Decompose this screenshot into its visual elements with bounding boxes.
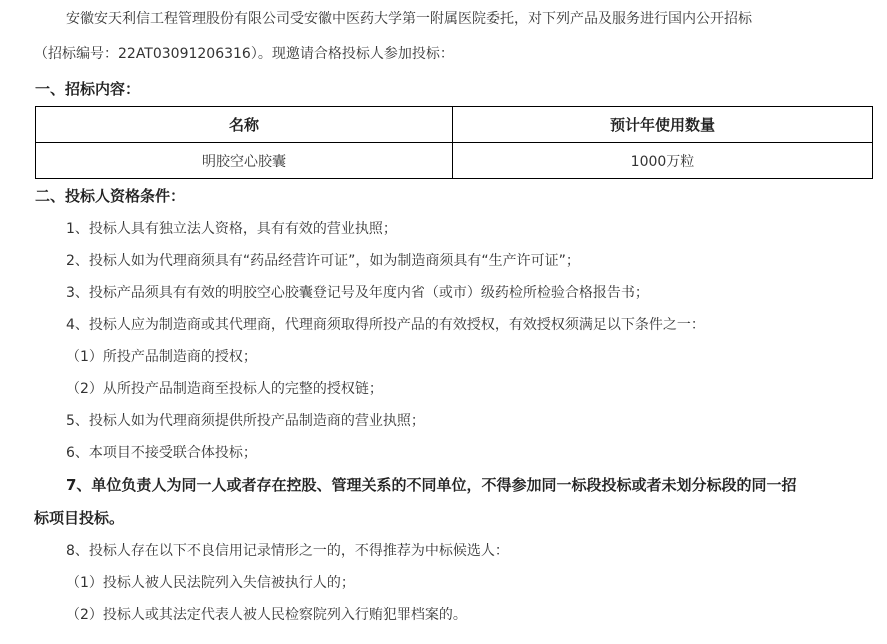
qualification-item-8-sub-2: （2）投标人或其法定代表人被人民检察院列入行贿犯罪档案的。 <box>66 607 467 623</box>
qualification-item-8: 8、投标人存在以下不良信用记录情形之一的，不得推荐为中标候选人： <box>66 543 509 559</box>
qualification-item-7-line-2: 标项目投标。 <box>34 509 125 527</box>
table-header-quantity: 预计年使用数量 <box>453 107 873 143</box>
table-cell-quantity: 1000万粒 <box>453 143 873 179</box>
qualification-item-3: 3、投标产品须具有有效的明胶空心胶囊登记号及年度内省（或市）级药检所检验合格报告书； <box>66 285 649 301</box>
qualification-item-8-sub-1: （1）投标人被人民法院列入失信被执行人的； <box>66 575 355 591</box>
section-2-heading: 二、投标人资格条件： <box>35 187 186 205</box>
table-cell-product: 明胶空心胶囊 <box>36 143 453 179</box>
table-row <box>36 143 873 179</box>
qualification-item-4-sub-1: （1）所投产品制造商的授权； <box>66 349 257 365</box>
intro-line-1: 安徽安天利信工程管理股份有限公司受安徽中医药大学第一附属医院委托，对下列产品及服务进行国内公开招标 <box>66 11 752 27</box>
qualification-item-5: 5、投标人如为代理商须提供所投产品制造商的营业执照； <box>66 413 425 429</box>
qualification-item-7-line-1: 7、单位负责人为同一人或者存在控股、管理关系的不同单位，不得参加同一标段投标或者未划分标段的同一招 <box>66 476 797 494</box>
qualification-item-4-sub-2: （2）从所投产品制造商至投标人的完整的授权链； <box>66 381 383 397</box>
qualification-item-6: 6、本项目不接受联合体投标； <box>66 445 257 461</box>
section-1-heading: 一、招标内容： <box>35 80 141 98</box>
qualification-item-2: 2、投标人如为代理商须具有“药品经营许可证”，如为制造商须具有“生产许可证”； <box>66 253 580 269</box>
table-header-name: 名称 <box>36 107 453 143</box>
qualification-item-4: 4、投标人应为制造商或其代理商，代理商须取得所投产品的有效授权，有效授权须满足以下条件之一： <box>66 317 705 333</box>
qualification-item-1: 1、投标人具有独立法人资格，具有有效的营业执照； <box>66 221 397 237</box>
intro-line-2: （招标编号：22AT03091206316）。现邀请合格投标人参加投标： <box>34 46 454 62</box>
table-header-row <box>36 107 873 143</box>
bid-content-table <box>35 106 873 179</box>
